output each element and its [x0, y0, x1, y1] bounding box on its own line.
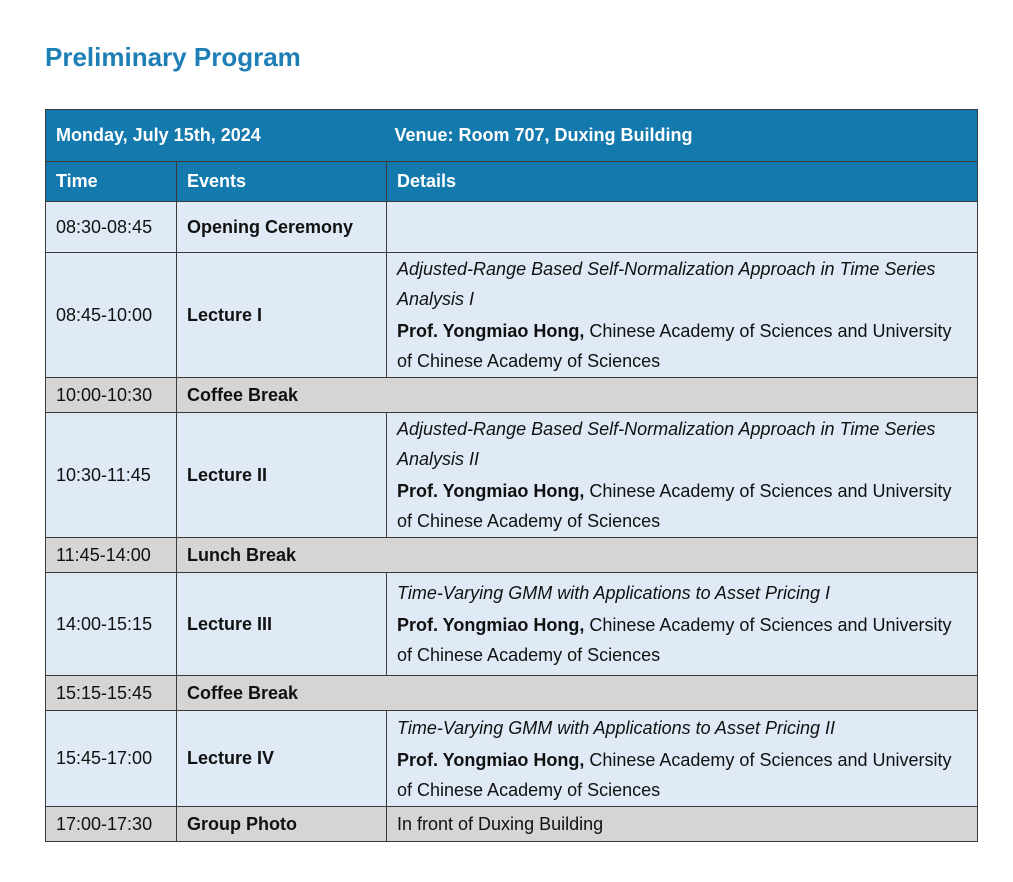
- row-event: Coffee Break: [177, 378, 978, 413]
- speaker-line: [397, 316, 967, 376]
- row-details: [387, 253, 978, 378]
- row-details: [387, 413, 978, 538]
- table-row: [46, 378, 978, 413]
- row-event: Lecture IV: [177, 711, 387, 807]
- row-time: 08:30-08:45: [46, 202, 177, 253]
- row-details: In front of Duxing Building: [387, 807, 978, 842]
- row-time: 08:45-10:00: [46, 253, 177, 378]
- row-time: 17:00-17:30: [46, 807, 177, 842]
- speaker-affiliation: Chinese Academy of Sciences and University of Chinese Academy of Sciences: [397, 321, 952, 371]
- speaker-name: Prof. Yongmiao Hong,: [397, 321, 585, 341]
- row-event: Coffee Break: [177, 676, 978, 711]
- speaker-affiliation: Chinese Academy of Sciences and University of Chinese Academy of Sciences: [397, 749, 952, 800]
- talk-title: Adjusted-Range Based Self-Normalization Approach in Time Series Analysis II: [397, 419, 936, 469]
- table-row: [46, 538, 978, 573]
- table-row: [46, 573, 978, 676]
- talk-title: Adjusted-Range Based Self-Normalization Approach in Time Series Analysis I: [397, 259, 936, 309]
- table-row: [46, 413, 978, 538]
- row-time: 11:45-14:00: [46, 538, 177, 573]
- talk-title: Time-Varying GMM with Applications to Asset Pricing II: [397, 717, 835, 738]
- column-header-events: Events: [177, 162, 387, 202]
- row-time: 15:15-15:45: [46, 676, 177, 711]
- speaker-name: Prof. Yongmiao Hong,: [397, 749, 585, 770]
- row-time: 10:00-10:30: [46, 378, 177, 413]
- column-header-time: Time: [46, 162, 177, 202]
- column-header-details: Details: [387, 162, 978, 202]
- table-row: [46, 676, 978, 711]
- event-venue: Venue: Room 707, Duxing Building: [387, 110, 978, 162]
- table-row: [46, 711, 978, 807]
- speaker-line: [397, 610, 967, 670]
- table-row: [46, 202, 978, 253]
- row-time: 14:00-15:15: [46, 573, 177, 676]
- row-event: Group Photo: [177, 807, 387, 842]
- column-headers: [46, 162, 978, 202]
- row-event: Lecture III: [177, 573, 387, 676]
- row-details: [387, 573, 978, 676]
- event-date: Monday, July 15th, 2024: [46, 110, 387, 162]
- page-title: Preliminary Program: [45, 42, 301, 72]
- row-event: Lecture I: [177, 253, 387, 378]
- speaker-line: [397, 745, 967, 805]
- table-row: [46, 807, 978, 842]
- speaker-affiliation: Chinese Academy of Sciences and University of Chinese Academy of Sciences: [397, 481, 952, 531]
- row-event: Lecture II: [177, 413, 387, 538]
- row-details: [387, 202, 978, 253]
- row-time: 15:45-17:00: [46, 711, 177, 807]
- speaker-name: Prof. Yongmiao Hong,: [397, 615, 585, 635]
- speaker-affiliation: Chinese Academy of Sciences and University of Chinese Academy of Sciences: [397, 615, 952, 665]
- speaker-line: [397, 476, 967, 536]
- row-event: Opening Ceremony: [177, 202, 387, 253]
- speaker-name: Prof. Yongmiao Hong,: [397, 481, 585, 501]
- row-time: 10:30-11:45: [46, 413, 177, 538]
- row-event: Lunch Break: [177, 538, 978, 573]
- program-table: [45, 109, 978, 842]
- table-banner: [46, 110, 978, 162]
- row-details: [387, 711, 978, 807]
- table-row: [46, 253, 978, 378]
- talk-title: Time-Varying GMM with Applications to Asset Pricing I: [397, 583, 830, 603]
